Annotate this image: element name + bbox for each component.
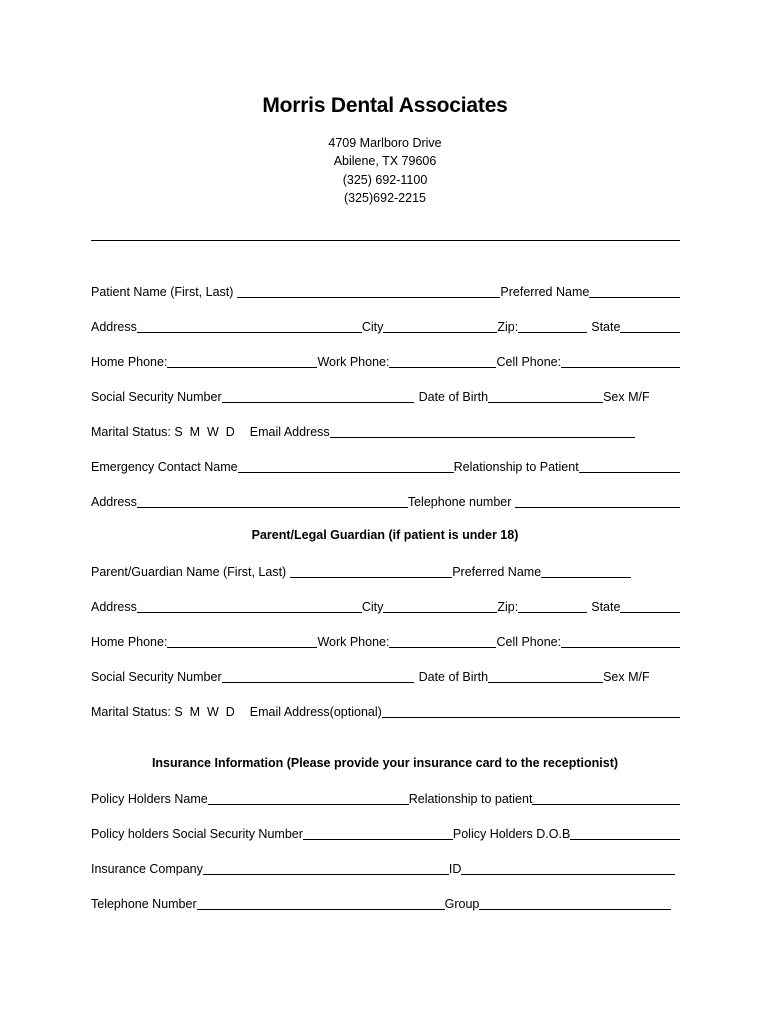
guardian-marital-row: [91, 703, 680, 719]
guardian-name-field[interactable]: [290, 565, 452, 578]
relationship-label: Relationship to Patient: [453, 460, 579, 474]
cell-phone-field[interactable]: [561, 355, 680, 368]
policy-holder-label: Policy Holders Name: [91, 792, 208, 806]
work-phone-label: Work Phone:: [317, 355, 390, 369]
guardian-city-field[interactable]: [383, 600, 497, 613]
address-line: 4709 Marlboro Drive: [328, 136, 442, 150]
emergency-address-field[interactable]: [137, 495, 408, 508]
address-label: Address: [91, 320, 137, 334]
state-field[interactable]: [620, 320, 680, 333]
guardian-state-field[interactable]: [620, 600, 680, 613]
work-phone-field[interactable]: [389, 355, 496, 368]
guardian-work-phone-label: Work Phone:: [317, 635, 390, 649]
policy-holder-ssn-row: [91, 825, 680, 841]
ssn-field[interactable]: [222, 390, 414, 403]
guardian-dob-field[interactable]: [488, 670, 603, 683]
guardian-email-field[interactable]: [382, 705, 680, 718]
policy-holder-dob-label: Policy Holders D.O.B: [452, 827, 571, 841]
patient-marital-row: [91, 423, 680, 439]
guardian-cell-phone-label: Cell Phone:: [496, 635, 562, 649]
policy-holder-ssn-field[interactable]: [303, 827, 453, 840]
policy-holder-ssn-label: Policy holders Social Security Number: [91, 827, 303, 841]
zip-field[interactable]: [518, 320, 587, 333]
guardian-sex-label: Sex M/F: [603, 670, 650, 684]
home-phone-field[interactable]: [167, 355, 317, 368]
insurance-company-label: Insurance Company: [91, 862, 203, 876]
insurance-group-label: Group: [444, 897, 480, 911]
insurance-company-field[interactable]: [203, 862, 449, 875]
guardian-name-row: [91, 563, 680, 579]
patient-name-label: Patient Name (First, Last): [91, 285, 234, 299]
guardian-cell-phone-field[interactable]: [561, 635, 680, 648]
guardian-state-label: State: [591, 600, 621, 614]
insurance-telephone-field[interactable]: [197, 897, 445, 910]
phone-1: (325) 692-1100: [342, 173, 428, 187]
insurance-id-label: ID: [448, 862, 462, 876]
guardian-zip-field[interactable]: [518, 600, 587, 613]
patient-phone-row: [91, 353, 680, 369]
guardian-home-phone-label: Home Phone:: [91, 635, 168, 649]
patient-name-row: [91, 283, 680, 299]
guardian-zip-label: Zip:: [497, 600, 519, 614]
guardian-preferred-label: Preferred Name: [452, 565, 542, 579]
city-line: Abilene, TX 79606: [333, 154, 437, 168]
guardian-address-row: [91, 598, 680, 614]
guardian-dob-label: Date of Birth: [418, 670, 489, 684]
guardian-address-label: Address: [91, 600, 137, 614]
state-label: State: [591, 320, 621, 334]
insurance-heading: Insurance Information (Please provide your insurance card to the receptionist): [151, 756, 619, 770]
policy-holder-row: [91, 790, 680, 806]
patient-address-row: [91, 318, 680, 334]
patient-name-field[interactable]: [237, 285, 500, 298]
telephone-field[interactable]: [515, 495, 680, 508]
insurance-company-row: [91, 860, 680, 876]
guardian-preferred-field[interactable]: [541, 565, 631, 578]
sex-label: Sex M/F: [603, 390, 650, 404]
guardian-address-field[interactable]: [137, 600, 362, 613]
zip-label: Zip:: [497, 320, 519, 334]
guardian-city-label: City: [361, 600, 384, 614]
guardian-ssn-label: Social Security Number: [91, 670, 222, 684]
practice-name: Morris Dental Associates: [262, 94, 508, 117]
home-phone-label: Home Phone:: [91, 355, 168, 369]
dob-label: Date of Birth: [418, 390, 489, 404]
address-field[interactable]: [137, 320, 362, 333]
emergency-contact-label: Emergency Contact Name: [91, 460, 238, 474]
ssn-label: Social Security Number: [91, 390, 222, 404]
dob-field[interactable]: [488, 390, 603, 403]
preferred-name-label: Preferred Name: [500, 285, 590, 299]
emergency-address-label: Address: [91, 495, 137, 509]
policy-relationship-field[interactable]: [532, 792, 680, 805]
telephone-label: Telephone number: [407, 495, 512, 509]
phone-2: (325)692-2215: [343, 191, 426, 205]
insurance-telephone-row: [91, 895, 680, 911]
guardian-name-label: Parent/Guardian Name (First, Last): [91, 565, 287, 579]
cell-phone-label: Cell Phone:: [496, 355, 562, 369]
marital-status-label: Marital Status: S M W D: [91, 425, 235, 439]
guardian-work-phone-field[interactable]: [389, 635, 496, 648]
relationship-field[interactable]: [579, 460, 680, 473]
policy-relationship-label: Relationship to patient: [408, 792, 533, 806]
insurance-telephone-label: Telephone Number: [91, 897, 197, 911]
guardian-phone-row: [91, 633, 680, 649]
patient-ssn-row: [91, 388, 680, 404]
guardian-ssn-row: [91, 668, 680, 684]
email-field[interactable]: [330, 425, 635, 438]
emergency-address-row: [91, 493, 680, 509]
guardian-home-phone-field[interactable]: [167, 635, 317, 648]
guardian-heading: Parent/Legal Guardian (if patient is under 18): [251, 528, 519, 542]
guardian-marital-label: Marital Status: S M W D: [91, 705, 235, 719]
header-divider: [91, 240, 680, 241]
emergency-contact-field[interactable]: [238, 460, 454, 473]
guardian-email-label: Email Address(optional): [249, 705, 382, 719]
guardian-ssn-field[interactable]: [222, 670, 414, 683]
insurance-group-field[interactable]: [479, 897, 671, 910]
emergency-contact-row: [91, 458, 680, 474]
preferred-name-field[interactable]: [589, 285, 680, 298]
policy-holder-dob-field[interactable]: [570, 827, 680, 840]
policy-holder-field[interactable]: [208, 792, 409, 805]
city-field[interactable]: [383, 320, 497, 333]
city-label: City: [361, 320, 384, 334]
insurance-id-field[interactable]: [461, 862, 675, 875]
email-label: Email Address: [249, 425, 330, 439]
